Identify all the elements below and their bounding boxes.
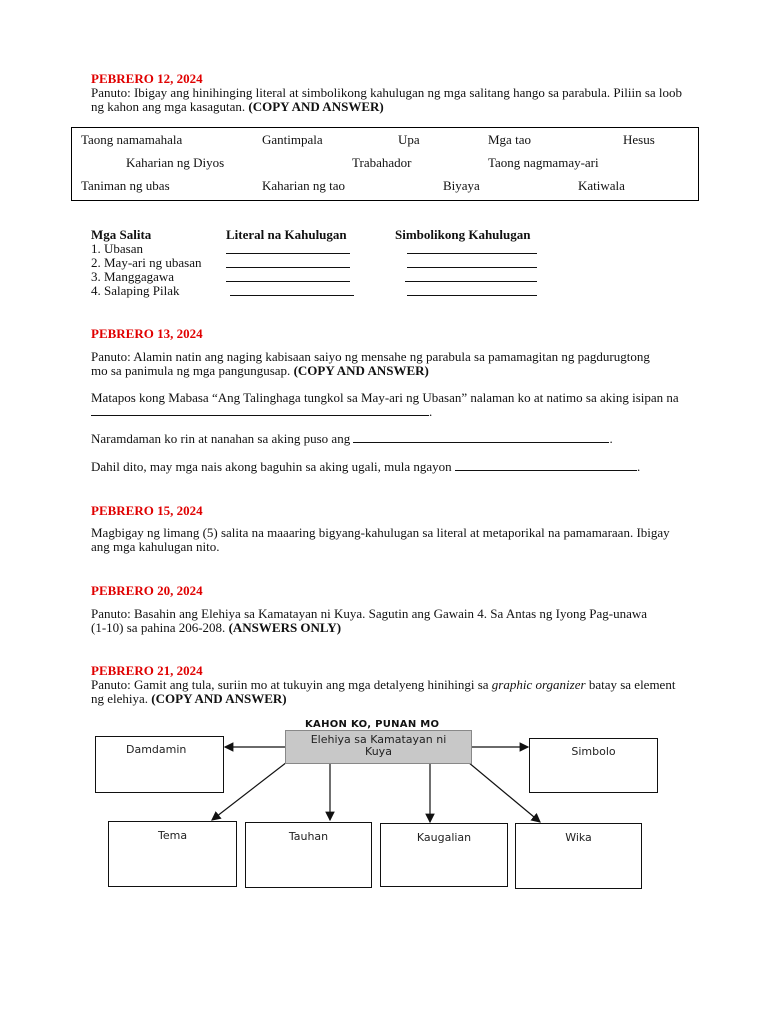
word-choice: Upa [398, 132, 420, 147]
organizer-box-simbolo[interactable]: Simbolo [529, 738, 658, 793]
sentence-prompt: Naramdaman ko rin at nanahan sa aking puso ang . [91, 431, 613, 446]
word-choice: Taniman ng ubas [81, 178, 170, 193]
word-choice: Katiwala [578, 178, 625, 193]
organizer-box-kaugalian[interactable]: Kaugalian [380, 823, 508, 887]
instruction-tag: (COPY AND ANSWER) [248, 99, 384, 114]
organizer-box-damdamin[interactable]: Damdamin [95, 736, 224, 793]
word-choice: Mga tao [488, 132, 531, 147]
word-choice: Hesus [623, 132, 655, 147]
word-choice: Kaharian ng Diyos [126, 155, 225, 170]
word-choice: Trabahador [352, 155, 412, 170]
date-heading: PEBRERO 13, 2024 [91, 326, 203, 341]
table-row-label: 4. Salaping Pilak [91, 283, 180, 298]
word-choice: Taong namamahala [81, 132, 183, 147]
table-header: Simbolikong Kahulugan [395, 227, 531, 242]
date-heading: PEBRERO 15, 2024 [91, 503, 203, 518]
instruction-text: Panuto: Alamin natin ang naging kabisaan saiyo ng mensahe ng parabula sa pamamagitan ng pagdurugtong mo sa panimula ng mga pangungusap. (COPY AND ANSWER) [91, 349, 650, 378]
organizer-title: KAHON KO, PUNAN MO [305, 719, 440, 730]
organizer-box-wika[interactable]: Wika [515, 823, 642, 889]
sentence-prompt: Dahil dito, may mga nais akong baguhin sa aking ugali, mula ngayon . [91, 459, 641, 474]
table-row-label: 3. Manggagawa [91, 269, 175, 284]
date-heading: PEBRERO 20, 2024 [91, 583, 203, 598]
table-row-label: 2. May-ari ng ubasan [91, 255, 202, 270]
instruction-body: Panuto: Ibigay ang hinihinging literal at simbolikong kahulugan ng mga salitang hango sa parabula. Piliin sa loob ng kahon ang mga kasagutan. [91, 85, 683, 114]
word-choice: Kaharian ng tao [262, 178, 346, 193]
instruction-text: Panuto: Basahin ang Elehiya sa Kamatayan ni Kuya. Sagutin ang Gawain 4. Sa Antas ng Iyong Pag-unawa (1-10) sa pahina 206-208. (ANSWERS ONLY) [91, 606, 647, 635]
date-heading: PEBRERO 12, 2024 [91, 71, 203, 86]
organizer-box-tauhan[interactable]: Tauhan [245, 822, 372, 888]
instruction-text: Panuto: Gamit ang tula, suriin mo at tukuyin ang mga detalyeng hinihingi sa graphic organizer batay sa element ng elehiya. (COPY AND ANSWER) [91, 677, 676, 706]
organizer-box-tema[interactable]: Tema [108, 821, 237, 887]
word-choice: Taong nagmamay-ari [488, 155, 599, 170]
table-row-label: 1. Ubasan [91, 241, 143, 256]
word-choice: Biyaya [443, 178, 480, 193]
instruction-text: Magbigay ng limang (5) salita na maaaring bigyang-kahulugan sa literal at metaporikal na pamamaraan. Ibigay ang mga kahulugan nito. [91, 525, 670, 554]
table-header: Literal na Kahulugan [226, 227, 347, 242]
organizer-center-box: Elehiya sa Kamatayan ni Kuya [285, 730, 472, 764]
table-header: Mga Salita [91, 227, 152, 242]
sentence-prompt: Matapos kong Mabasa “Ang Talinghaga tungkol sa May-ari ng Ubasan” nalaman ko at natimo sa aking isipan na . [91, 390, 679, 419]
word-choice: Gantimpala [262, 132, 323, 147]
date-heading: PEBRERO 21, 2024 [91, 663, 203, 678]
